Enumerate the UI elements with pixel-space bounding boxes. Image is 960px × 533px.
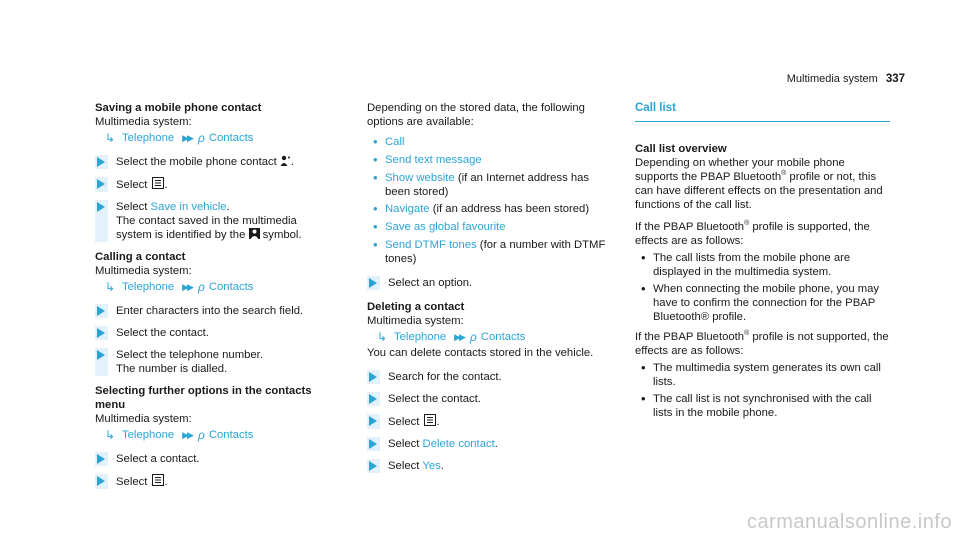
step-arrow-icon [95, 200, 108, 242]
search-icon: ρ [197, 279, 205, 294]
step: Select the contact. [95, 326, 320, 340]
bullet-icon [635, 361, 653, 389]
option-link[interactable]: Send text message [385, 154, 482, 166]
path-item-telephone[interactable]: Telephone [122, 280, 175, 293]
column-2 [367, 101, 607, 481]
section-title: Selecting further options in the contacts menu [95, 385, 312, 411]
step-arrow-icon [95, 177, 108, 192]
step-arrow-icon [367, 392, 380, 406]
path-item-contacts[interactable]: Contacts [480, 330, 526, 343]
option-item: • Show website (if an Internet address has been stored) [367, 171, 607, 199]
bullet-icon [367, 220, 385, 235]
option-item: • Send DTMF tones (for a number with DTMF tones) [367, 238, 607, 266]
chevron-right-icon: ▶▶ [182, 429, 192, 440]
column-1 [95, 101, 320, 497]
step-arrow-icon [95, 348, 108, 376]
step-arrow-icon [95, 304, 108, 318]
path-item-contacts[interactable]: Contacts [208, 280, 254, 293]
option-link[interactable]: Save as global favourite [385, 221, 506, 233]
yes-option[interactable]: Yes [422, 460, 441, 472]
menu-list-icon [152, 177, 164, 189]
step-arrow-icon [367, 459, 380, 473]
path-item-telephone[interactable]: Telephone [122, 131, 175, 144]
path-arrow-icon: ↳ [105, 130, 116, 145]
supported-text: If the PBAP Bluetooth® profile is supported, the effects are as follows: [635, 220, 870, 247]
step: Select the contact. [367, 392, 607, 406]
step: Select the telephone number. The number is dialled. [95, 348, 320, 376]
page-number: 337 [885, 73, 905, 85]
search-icon: ρ [197, 427, 205, 442]
menu-list-icon [152, 474, 164, 486]
step-arrow-icon [367, 414, 380, 429]
step: Select Save in vehicle. The contact saved in the multimedia system is identified by the symbol. [95, 200, 320, 242]
call-list-heading: Call list [635, 101, 890, 122]
step: Select Delete contact. [367, 437, 607, 451]
menu-label: Multimedia system: [95, 116, 192, 128]
list-item: • The multimedia system generates its own call lists. [635, 361, 890, 389]
bullet-icon [367, 135, 385, 150]
step: Select Yes. [367, 459, 607, 473]
step: Enter characters into the search field. [95, 304, 320, 318]
chevron-right-icon: ▶▶ [182, 281, 192, 292]
menu-path [95, 279, 320, 294]
menu-label: Multimedia system: [95, 413, 192, 425]
options-intro: Depending on the stored data, the following options are available: [367, 102, 585, 128]
option-link[interactable]: Send DTMF tones [385, 239, 477, 251]
path-arrow-icon: ↳ [377, 329, 388, 344]
menu-path [95, 130, 320, 145]
step-arrow-icon [367, 276, 380, 290]
step: Select . [367, 414, 607, 429]
step: Select . [95, 177, 320, 192]
bullet-icon [367, 153, 385, 168]
overview-text: Depending on whether your mobile phone supports the PBAP Bluetooth® profile or not, this can have different effects on the presentation and functions of the call list. [635, 157, 883, 211]
step: Select . [95, 474, 320, 489]
delete-intro: You can delete contacts stored in the vehicle. [367, 347, 594, 359]
bullet-icon [367, 171, 385, 199]
not-supported-text: If the PBAP Bluetooth® profile is not supported, the effects are as follows: [635, 330, 889, 357]
section-title: Call list overview [635, 143, 727, 155]
save-in-vehicle-option[interactable]: Save in vehicle [150, 201, 227, 213]
step: Select a contact. [95, 452, 320, 466]
menu-list-icon [424, 414, 436, 426]
step-arrow-icon [95, 452, 108, 466]
search-icon: ρ [469, 329, 477, 344]
menu-label: Multimedia system: [95, 265, 192, 277]
bullet-icon [367, 202, 385, 217]
step: Select the mobile phone contact . [95, 155, 320, 169]
step-arrow-icon [95, 155, 108, 169]
step-arrow-icon [95, 474, 108, 489]
chevron-right-icon: ▶▶ [182, 132, 192, 143]
delete-contact-option[interactable]: Delete contact [422, 438, 495, 450]
header-title: Multimedia system [786, 73, 878, 85]
bullet-icon [635, 392, 653, 420]
option-item: • Navigate (if an address has been stored) [367, 202, 607, 217]
section-title: Calling a contact [95, 251, 186, 263]
option-link[interactable]: Navigate [385, 203, 430, 215]
step-arrow-icon [367, 370, 380, 384]
list-item: • The call lists from the mobile phone are displayed in the multimedia system. [635, 251, 890, 279]
page-header [787, 72, 905, 86]
bullet-icon [367, 238, 385, 266]
options-list [367, 135, 607, 266]
option-link[interactable]: Call [385, 136, 405, 148]
path-item-telephone[interactable]: Telephone [122, 428, 175, 441]
list-item: • The call list is not synchronised with the call lists in the mobile phone. [635, 392, 890, 420]
step-arrow-icon [95, 326, 108, 340]
step: Select an option. [367, 276, 607, 290]
watermark: carmanualsonline.info [746, 511, 952, 533]
path-item-telephone[interactable]: Telephone [394, 330, 447, 343]
list-item: • When connecting the mobile phone, you may have to confirm the connection for the PBAP Bluetooth® profile. [635, 282, 890, 324]
search-icon: ρ [197, 130, 205, 145]
option-item [367, 135, 607, 150]
section-title: Saving a mobile phone contact [95, 102, 262, 114]
chevron-right-icon: ▶▶ [454, 331, 464, 342]
bullet-icon [635, 251, 653, 279]
vehicle-contact-icon [249, 228, 260, 239]
path-arrow-icon: ↳ [105, 279, 116, 294]
step: Search for the contact. [367, 370, 607, 384]
option-item [367, 153, 607, 168]
option-link[interactable]: Show website [385, 172, 455, 184]
path-arrow-icon: ↳ [105, 427, 116, 442]
menu-path [367, 329, 607, 344]
path-item-contacts[interactable]: Contacts [208, 131, 254, 144]
bullet-icon [635, 282, 653, 324]
step-arrow-icon [367, 437, 380, 451]
menu-label: Multimedia system: [367, 315, 464, 327]
column-3 [635, 101, 890, 423]
section-title: Deleting a contact [367, 301, 465, 313]
bullet-list [635, 251, 890, 324]
bullet-list [635, 361, 890, 420]
person-icon [280, 155, 291, 166]
path-item-contacts[interactable]: Contacts [208, 428, 254, 441]
menu-path [95, 427, 320, 442]
option-item [367, 220, 607, 235]
